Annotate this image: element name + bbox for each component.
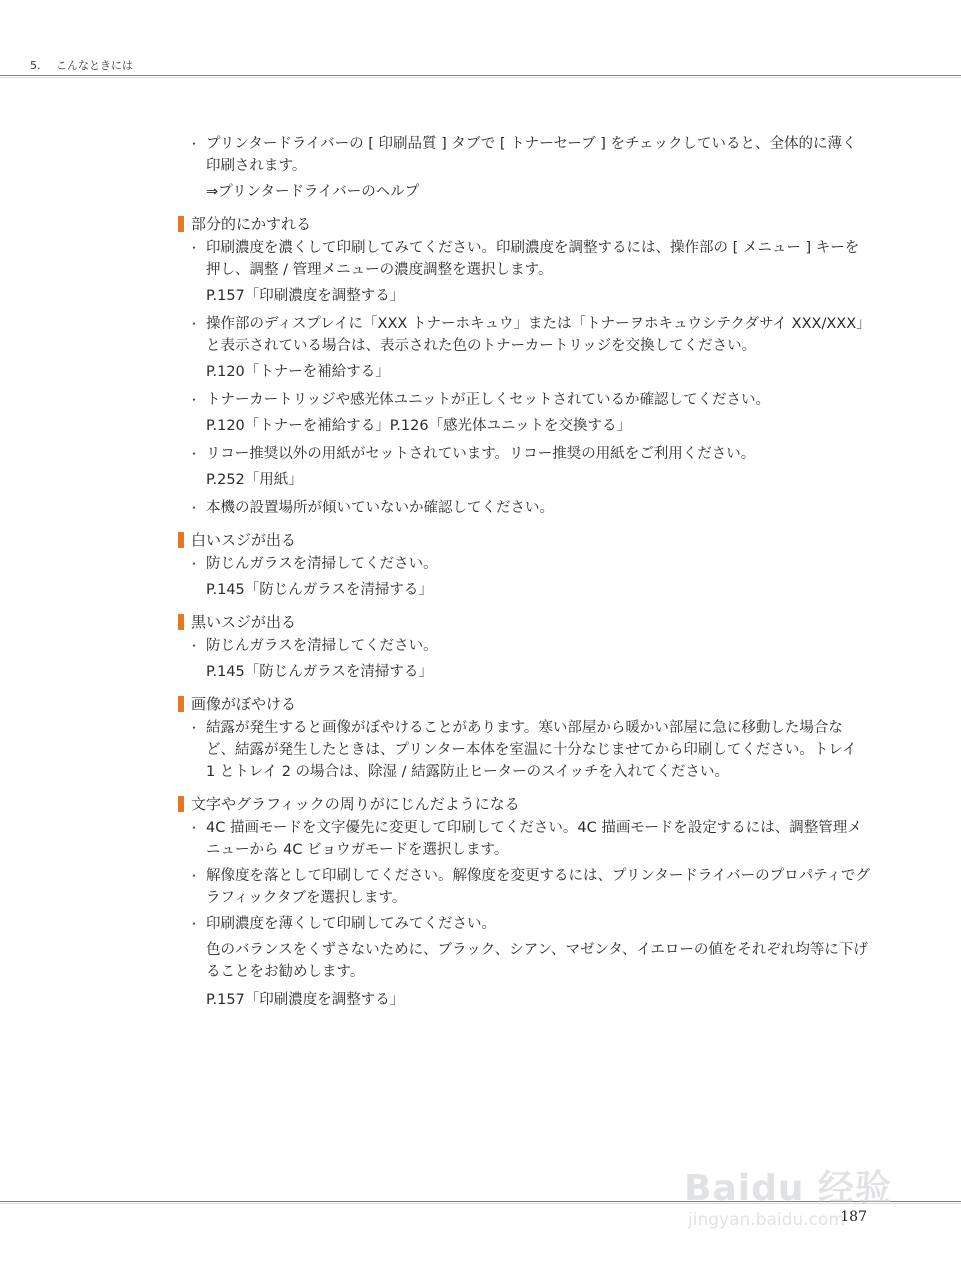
chapter-header bbox=[30, 57, 133, 73]
bullet-dot: ・ bbox=[188, 501, 201, 515]
watermark-url: jingyan.baidu.com bbox=[688, 1210, 845, 1230]
chapter-title: こんなときには bbox=[56, 59, 133, 72]
list-item bbox=[178, 497, 870, 519]
list-item bbox=[178, 553, 870, 575]
list-item-text: リコー推奨以外の用紙がセットされています。リコー推奨の用紙をご利用ください。 bbox=[206, 446, 756, 462]
bullet-dot: ・ bbox=[188, 557, 201, 571]
intro-bullet-text: プリンタードライバーの [ 印刷品質 ] タブで [ トナーセーブ ] をチェックしていると、全体的に薄く印刷されます。 bbox=[206, 136, 857, 174]
section-heading-text: 画像がぼやける bbox=[191, 695, 297, 713]
list-item-text: 操作部のディスプレイに「XXX トナーホキュウ」または「トナーヲホキュウシテクダサイ XXX/XXX」と表示されている場合は、表示された色のトナーカートリッジを交換してください。 bbox=[206, 316, 864, 354]
section-heading bbox=[178, 611, 870, 633]
bullet-dot: ・ bbox=[188, 721, 201, 735]
bullet-dot: ・ bbox=[188, 447, 201, 461]
list-item-text: 結露が発生すると画像がぼやけることがあります。寒い部屋から暖かい部屋に急に移動した場合など、結露が発生したときは、プリンター本体を室温に十分なじませてから印刷してください。トレイ 1 とトレイ 2 の場合は、除湿 / 結露防止ヒーターのスイッチを入れてください。 bbox=[206, 720, 857, 780]
list-item bbox=[178, 635, 870, 657]
header-rule bbox=[0, 75, 961, 76]
sections-container bbox=[178, 213, 870, 1011]
list-item-text: 解像度を落として印刷してください。解像度を変更するには、プリンタードライバーのプロパティでグラフィックタブを選択します。 bbox=[206, 868, 870, 906]
list-item-text: 4C 描画モードを文字優先に変更して印刷してください。4C 描画モードを設定するには、調整管理メニューから 4C ビョウガモードを選択します。 bbox=[206, 820, 862, 858]
watermark-logo bbox=[684, 1140, 914, 1245]
section-heading bbox=[178, 693, 870, 715]
list-item bbox=[178, 913, 870, 935]
list-item-text: 防じんガラスを清掃してください。 bbox=[206, 556, 438, 572]
page-reference-link[interactable]: P.252「用紙」 bbox=[206, 472, 303, 488]
list-item-text: トナーカートリッジや感光体ユニットが正しくセットされているか確認してください。 bbox=[206, 392, 771, 408]
section-marker bbox=[178, 696, 184, 712]
list-item bbox=[178, 717, 870, 783]
chapter-number: 5. bbox=[30, 59, 41, 72]
header-rule-shadow bbox=[0, 77, 961, 78]
page-reference-link[interactable]: P.120「トナーを補給する」 bbox=[206, 364, 390, 380]
page-content bbox=[178, 133, 870, 1017]
page-reference-link[interactable]: P.157「印刷濃度を調整する」 bbox=[206, 288, 405, 304]
bullet-dot: ・ bbox=[188, 137, 201, 151]
page-reference-link[interactable]: P.157「印刷濃度を調整する」 bbox=[206, 992, 405, 1008]
bullet-dot: ・ bbox=[188, 821, 201, 835]
section-marker bbox=[178, 796, 184, 812]
list-item bbox=[178, 237, 870, 281]
page-reference-link[interactable]: P.145「防じんガラスを清掃する」 bbox=[206, 664, 433, 680]
section-heading bbox=[178, 213, 870, 235]
section-heading-text: 文字やグラフィックの周りがにじんだようになる bbox=[191, 795, 520, 813]
section-marker bbox=[178, 532, 184, 548]
bullet-dot: ・ bbox=[188, 317, 201, 331]
section-marker bbox=[178, 614, 184, 630]
list-item bbox=[178, 443, 870, 465]
bullet-dot: ・ bbox=[188, 241, 201, 255]
list-item bbox=[178, 389, 870, 411]
bullet-dot: ・ bbox=[188, 869, 201, 883]
list-item bbox=[178, 313, 870, 357]
page-reference-link[interactable]: P.145「防じんガラスを清掃する」 bbox=[206, 582, 433, 598]
section-heading bbox=[178, 793, 870, 815]
bullet-dot: ・ bbox=[188, 917, 201, 931]
intro-ref[interactable]: ⇒プリンタードライバーのヘルプ bbox=[206, 184, 420, 200]
page-number: 187 bbox=[840, 1209, 867, 1225]
section-heading-text: 白いスジが出る bbox=[191, 531, 297, 549]
intro-bullet bbox=[178, 133, 870, 177]
section-heading-text: 黒いスジが出る bbox=[191, 613, 297, 631]
list-item bbox=[178, 817, 870, 861]
list-item-text: 印刷濃度を薄くして印刷してみてください。 bbox=[206, 916, 496, 932]
list-item-note: 色のバランスをくずさないために、ブラック、シアン、マゼンタ、イエローの値をそれぞれ均等に下げることをお勧めします。 bbox=[206, 942, 868, 980]
page-reference-link[interactable]: P.120「トナーを補給する」P.126「感光体ユニットを交換する」 bbox=[206, 418, 631, 434]
watermark-brand: Baidu 经验 bbox=[684, 1168, 893, 1209]
section-heading bbox=[178, 529, 870, 551]
list-item-text: 本機の設置場所が傾いていないか確認してください。 bbox=[206, 500, 554, 516]
bullet-dot: ・ bbox=[188, 393, 201, 407]
list-item bbox=[178, 865, 870, 909]
list-item-text: 印刷濃度を濃くして印刷してみてください。印刷濃度を調整するには、操作部の [ メニュー ] キーを押し、調整 / 管理メニューの濃度調整を選択します。 bbox=[206, 240, 860, 278]
section-heading-text: 部分的にかすれる bbox=[191, 215, 312, 233]
bullet-dot: ・ bbox=[188, 639, 201, 653]
list-item-text: 防じんガラスを清掃してください。 bbox=[206, 638, 438, 654]
section-marker bbox=[178, 216, 184, 232]
